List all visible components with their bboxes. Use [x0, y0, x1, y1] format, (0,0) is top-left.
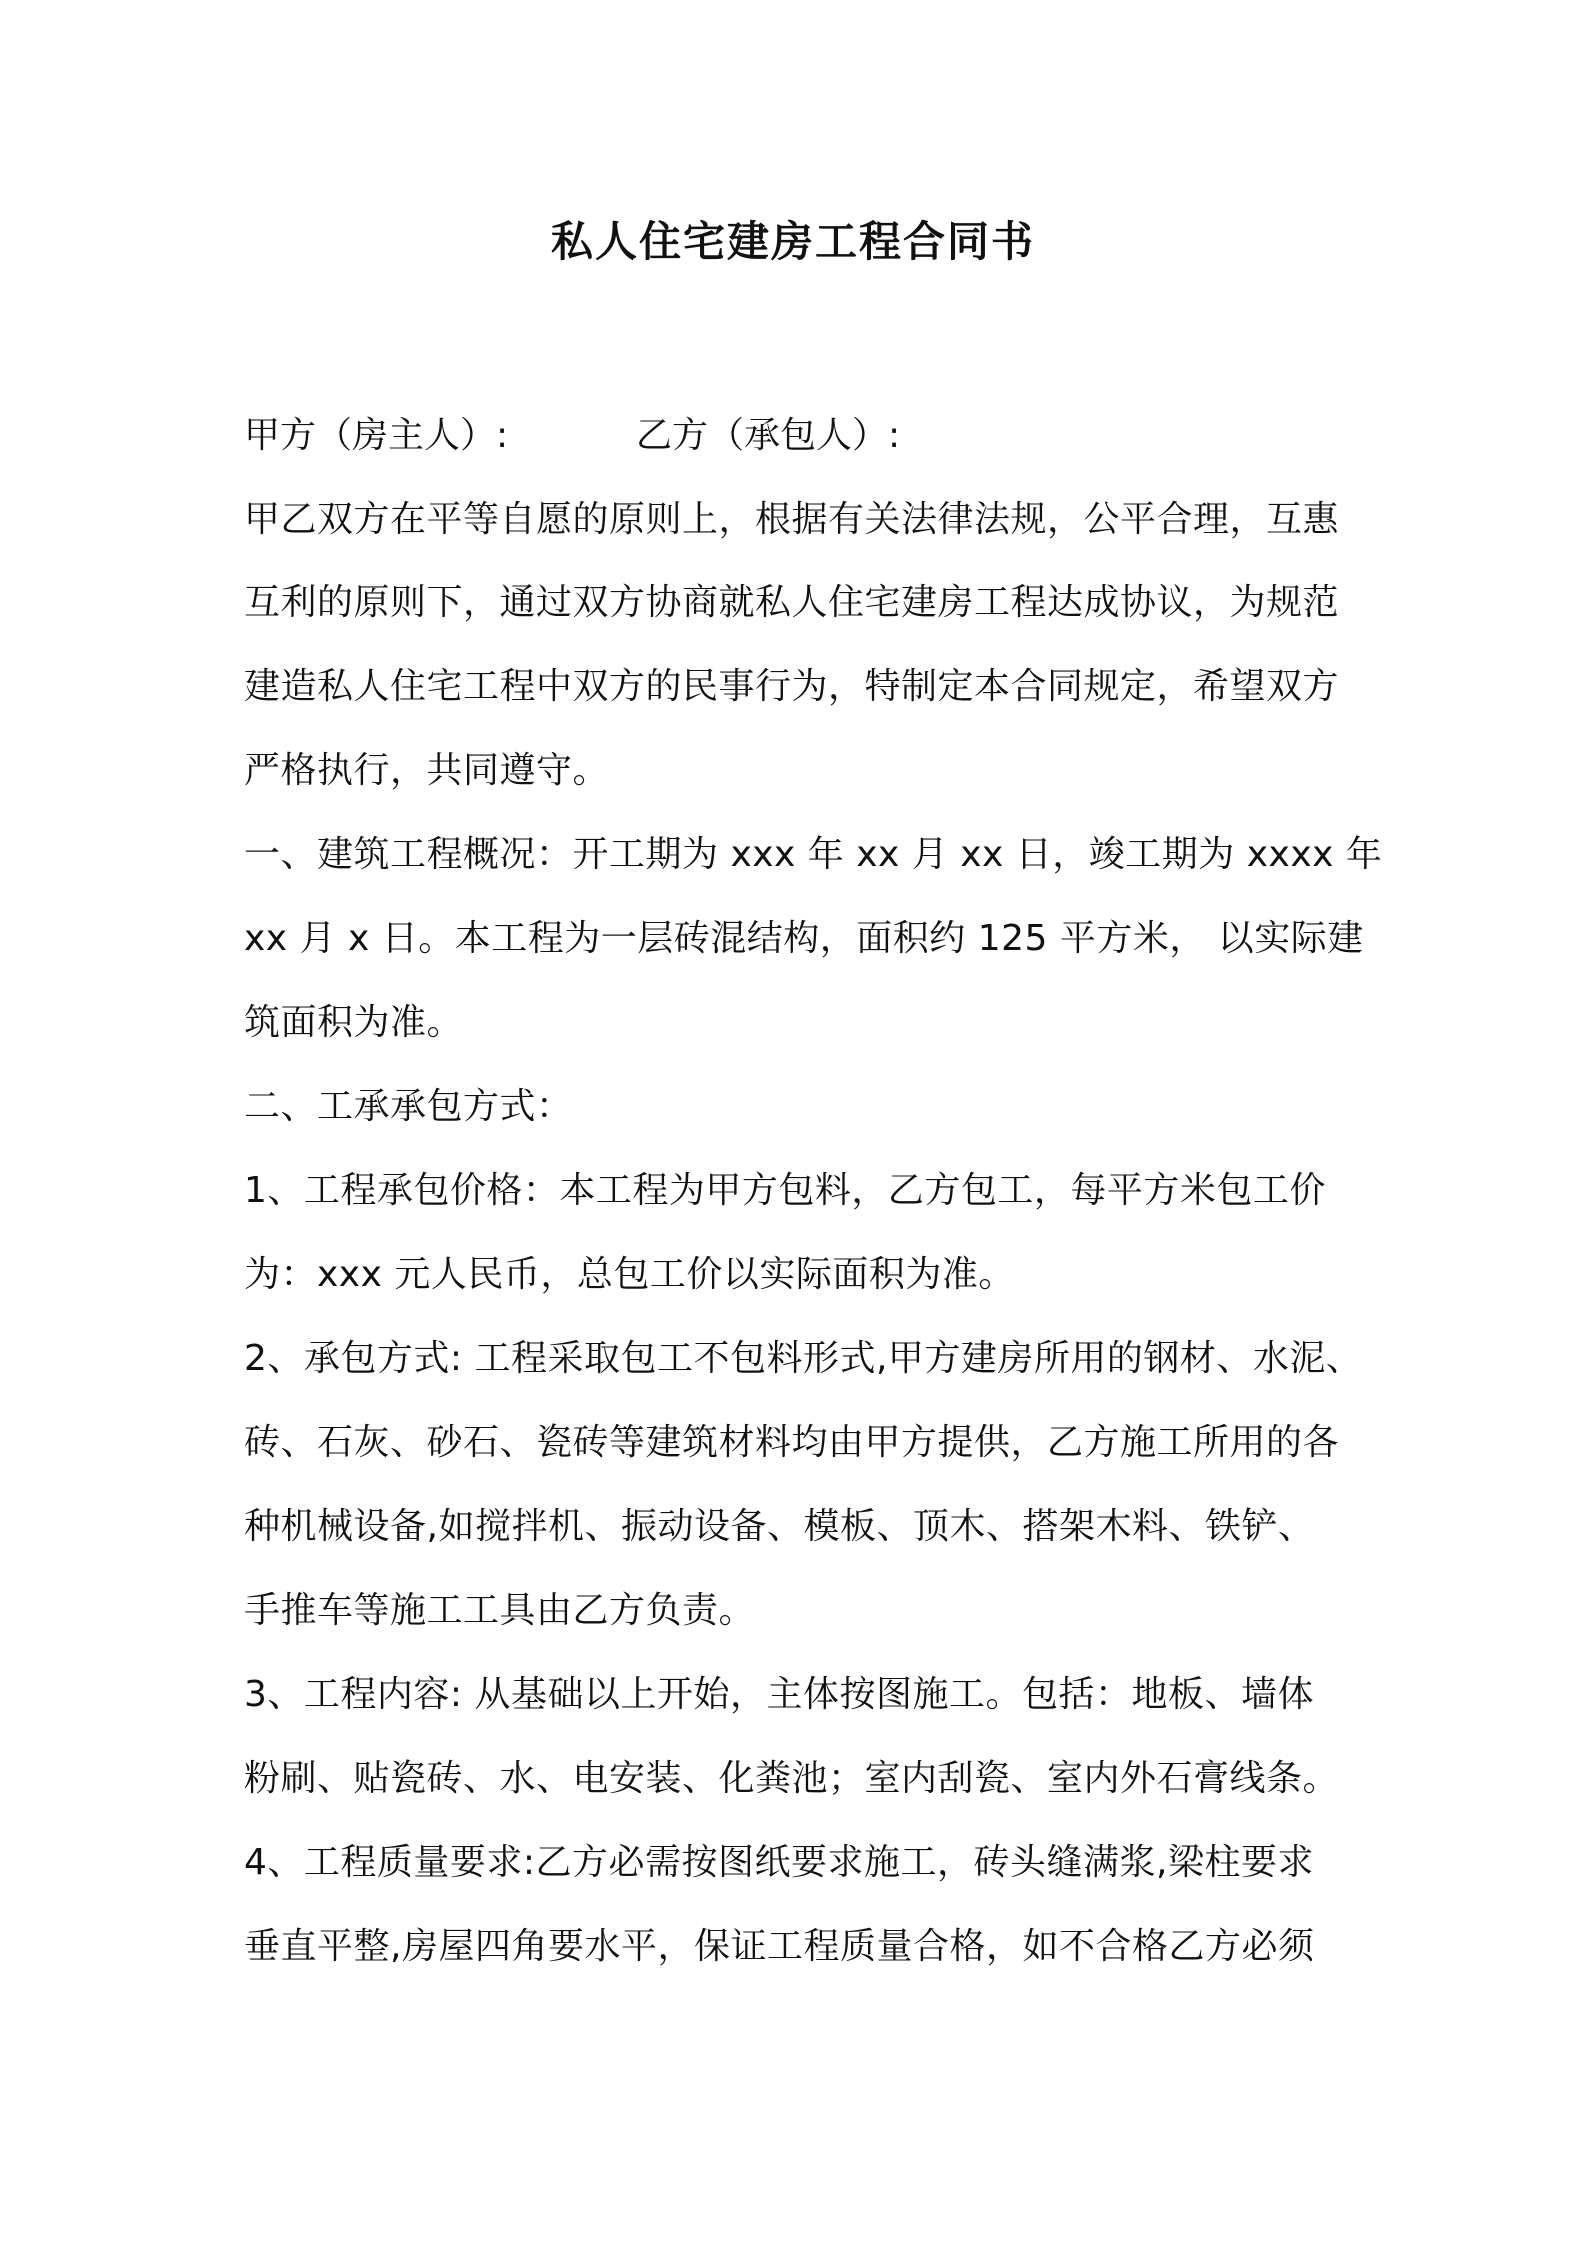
- body-line: 3、工程内容: 从基础以上开始，主体按图施工。包括：地板、墙体: [244, 1674, 1314, 1715]
- body-line: 手推车等施工工具由乙方负责。: [244, 1590, 756, 1631]
- body-line: 严格执行，共同遵守。: [244, 750, 610, 791]
- body-line: 一、建筑工程概况：开工期为 xxx 年 xx 月 xx 日，竣工期为 xxxx 年: [244, 834, 1383, 875]
- body-line: 垂直平整,房屋四角要水平，保证工程质量合格，如不合格乙方必须: [244, 1926, 1315, 1967]
- body-line: 互利的原则下，通过双方协商就私人住宅建房工程达成协议，为规范: [244, 582, 1340, 623]
- body-line: 砖、石灰、砂石、瓷砖等建筑材料均由甲方提供，乙方施工所用的各: [244, 1422, 1340, 1463]
- body-line: 甲乙双方在平等自愿的原则上，根据有关法律法规，公平合理，互惠: [244, 499, 1340, 540]
- body-line: 为：xxx 元人民币，总包工价以实际面积为准。: [244, 1254, 1015, 1295]
- party-a-label: 甲方（房主人）:: [244, 415, 509, 456]
- body-line: 4、工程质量要求:乙方必需按图纸要求施工，砖头缝满浆,梁柱要求: [244, 1842, 1314, 1883]
- body-line: 2、承包方式: 工程采取包工不包料形式,甲方建房所用的钢材、水泥、: [244, 1338, 1363, 1379]
- body-line: 种机械设备,如搅拌机、振动设备、模板、顶木、搭架木料、铁铲、: [244, 1506, 1315, 1547]
- body-line: xx 月 x 日。本工程为一层砖混结构，面积约 125 平方米， 以实际建: [244, 918, 1364, 959]
- party-b-label: 乙方（承包人）:: [636, 415, 901, 456]
- body-line: 二、工承承包方式：: [244, 1086, 573, 1127]
- body-line: 1、工程承包价格：本工程为甲方包料，乙方包工，每平方米包工价: [244, 1170, 1326, 1211]
- body-line: 建造私人住宅工程中双方的民事行为，特制定本合同规定，希望双方: [244, 666, 1340, 707]
- body-line: 粉刷、贴瓷砖、水、电安装、化粪池；室内刮瓷、室内外石膏线条。: [244, 1758, 1340, 1799]
- document-title: 私人住宅建房工程合同书: [550, 217, 1035, 266]
- body-line: 筑面积为准。: [244, 1002, 464, 1043]
